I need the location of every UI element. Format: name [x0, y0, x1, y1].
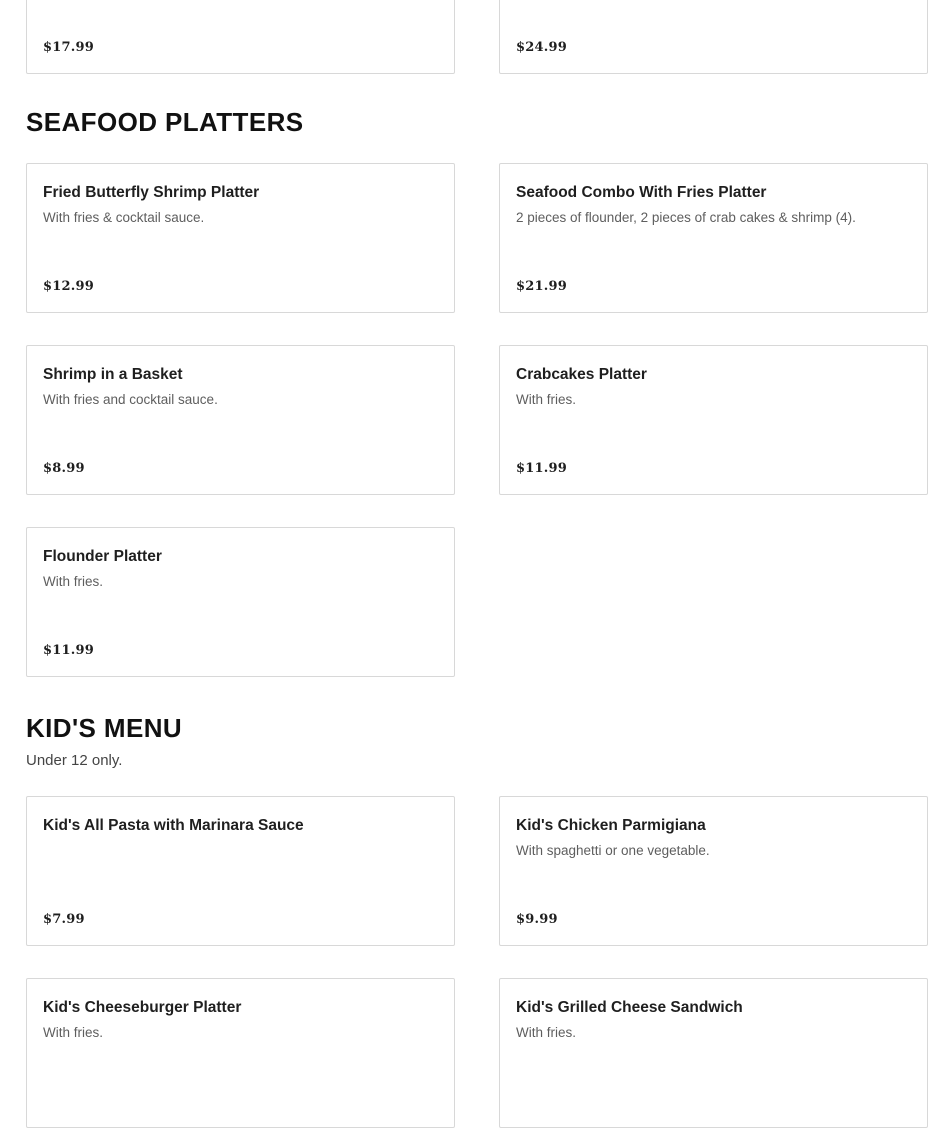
menu-item-card[interactable]	[26, 0, 455, 74]
menu-item-name: Kid's All Pasta with Marinara Sauce	[43, 817, 304, 834]
menu-item-card[interactable]	[26, 163, 455, 313]
section-title-seafood: SEAFOOD PLATTERS	[26, 107, 304, 137]
section-subtitle-kids: Under 12 only.	[26, 752, 123, 769]
menu-item-card[interactable]	[499, 0, 928, 74]
menu-item-name: Shrimp in a Basket	[43, 366, 183, 383]
menu-item-price: $7.99	[43, 912, 85, 927]
menu-item-card[interactable]	[499, 163, 928, 313]
menu-item-price: $11.99	[43, 643, 94, 658]
menu-item-card[interactable]	[26, 796, 455, 946]
previous-section-grid	[26, 0, 928, 74]
menu-item-description: 2 pieces of flounder, 2 pieces of crab cakes & shrimp (4).	[516, 210, 856, 225]
kids-items-grid	[26, 796, 928, 1128]
menu-item-description: With fries.	[43, 1025, 104, 1040]
menu-item-name: Seafood Combo With Fries Platter	[516, 184, 767, 201]
menu-item-description	[43, 0, 159, 3]
menu-item-card[interactable]	[26, 527, 455, 677]
menu-item-price: $21.99	[516, 279, 567, 294]
menu-item-card[interactable]	[26, 345, 455, 495]
menu-item-name: Fried Butterfly Shrimp Platter	[43, 184, 260, 201]
menu-item-card[interactable]	[499, 796, 928, 946]
menu-item-price: $9.99	[516, 912, 558, 927]
menu-item-name: Kid's Chicken Parmigiana	[516, 817, 706, 834]
menu-item-description: With fries.	[516, 1025, 577, 1040]
menu-item-name: Kid's Grilled Cheese Sandwich	[516, 999, 743, 1016]
menu-item-description: With fries.	[516, 392, 577, 407]
menu-item-description: With fries.	[43, 574, 104, 589]
menu-item-description: With spaghetti or one vegetable.	[516, 843, 710, 858]
menu-item-price: $8.99	[43, 461, 85, 476]
menu-item-name: Flounder Platter	[43, 548, 162, 565]
seafood-items-grid	[26, 163, 928, 677]
menu-item-price: $12.99	[43, 279, 94, 294]
menu-item-card[interactable]	[499, 345, 928, 495]
menu-item-card[interactable]	[26, 978, 455, 1128]
menu-item-price: $11.99	[516, 461, 567, 476]
menu-item-description: With fries and cocktail sauce.	[43, 392, 218, 407]
menu-item-price: $24.99	[516, 40, 567, 55]
menu-item-name: Crabcakes Platter	[516, 366, 647, 383]
section-title-kids: KID'S MENU	[26, 713, 183, 743]
menu-item-description: With fries & cocktail sauce.	[43, 210, 205, 225]
menu-item-name: Kid's Cheeseburger Platter	[43, 999, 242, 1016]
menu-item-price: $17.99	[43, 40, 94, 55]
menu-item-card[interactable]	[499, 978, 928, 1128]
